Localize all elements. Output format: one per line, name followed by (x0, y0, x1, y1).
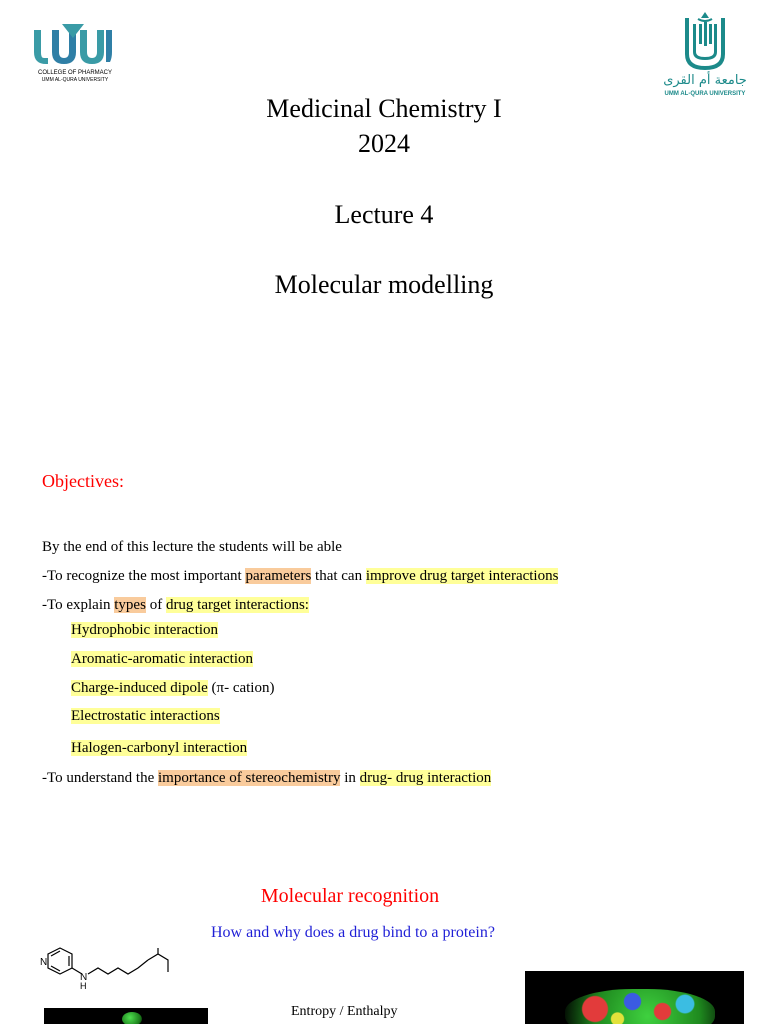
molecule-atom-h: H (80, 981, 87, 991)
college-logo-line1: COLLEGE OF PHARMACY (37, 70, 112, 76)
objective-recognize (42, 568, 558, 585)
entropy-enthalpy-caption: Entropy / Enthalpy (291, 1004, 398, 1019)
course-title: Medicinal Chemistry I (266, 94, 502, 123)
objective-understand (42, 770, 491, 787)
interaction-aromatic: Aromatic-aromatic interaction (71, 651, 253, 667)
interaction-item (71, 622, 218, 639)
objective-text: -To recognize the most important (42, 568, 246, 584)
molecule-atom-n1: N (40, 957, 48, 968)
highlight-drug-drug: drug- drug interaction (359, 770, 492, 786)
lecture-topic: Molecular modelling (274, 270, 494, 299)
highlight-stereochemistry: importance of stereochemistry (158, 770, 341, 786)
recognition-heading: Molecular recognition (260, 885, 440, 907)
objectives-intro: By the end of this lecture the students will be able (42, 539, 342, 555)
highlight-parameters: parameters (245, 568, 312, 584)
highlight-improve-interactions: improve drug target interactions (365, 568, 559, 584)
interaction-item (71, 740, 247, 757)
highlight-types: types (114, 597, 146, 613)
objective-text: -To explain (42, 597, 115, 613)
course-year: 2024 (358, 129, 410, 158)
objective-colon: : (304, 597, 309, 613)
college-logo-mark-icon (32, 22, 114, 68)
protein-image-right (525, 971, 744, 1024)
university-emblem-icon (681, 10, 729, 74)
protein-blob (565, 989, 715, 1024)
college-logo-line2: UMM AL-QURA UNIVERSITY (41, 77, 109, 83)
recognition-question: How and why does a drug bind to a protein? (211, 924, 495, 941)
interaction-item (71, 680, 274, 697)
protein-image-left (44, 1008, 208, 1024)
university-logo-arabic: جامعة أم القرى (663, 73, 747, 88)
objective-text: in (340, 770, 360, 786)
interaction-electrostatic: Electrostatic interactions (71, 708, 220, 724)
objectives-heading: Objectives: (42, 471, 124, 491)
university-logo (650, 8, 760, 100)
college-logo (30, 22, 120, 86)
molecule-structure (36, 942, 216, 992)
interaction-item (71, 708, 220, 725)
highlight-drug-target-interactions: drug target interactions (165, 597, 305, 613)
interaction-hydrophobic: Hydrophobic interaction (71, 622, 219, 638)
university-logo-english: UMM AL-QURA UNIVERSITY (664, 91, 746, 97)
objective-text: -To understand the (42, 770, 159, 786)
interaction-halogen: Halogen-carbonyl interaction (71, 740, 248, 756)
objective-text: of (145, 597, 166, 613)
molecule-atom-n2: N (80, 972, 88, 983)
protein-blob (122, 1012, 142, 1024)
objective-text: that can (311, 568, 366, 584)
interaction-item (71, 651, 253, 668)
interaction-charge-dipole: Charge-induced dipole (71, 680, 208, 696)
lecture-number: Lecture 4 (334, 200, 434, 229)
interaction-pi-cation: (π- cation) (207, 680, 275, 696)
objective-explain (42, 597, 309, 614)
